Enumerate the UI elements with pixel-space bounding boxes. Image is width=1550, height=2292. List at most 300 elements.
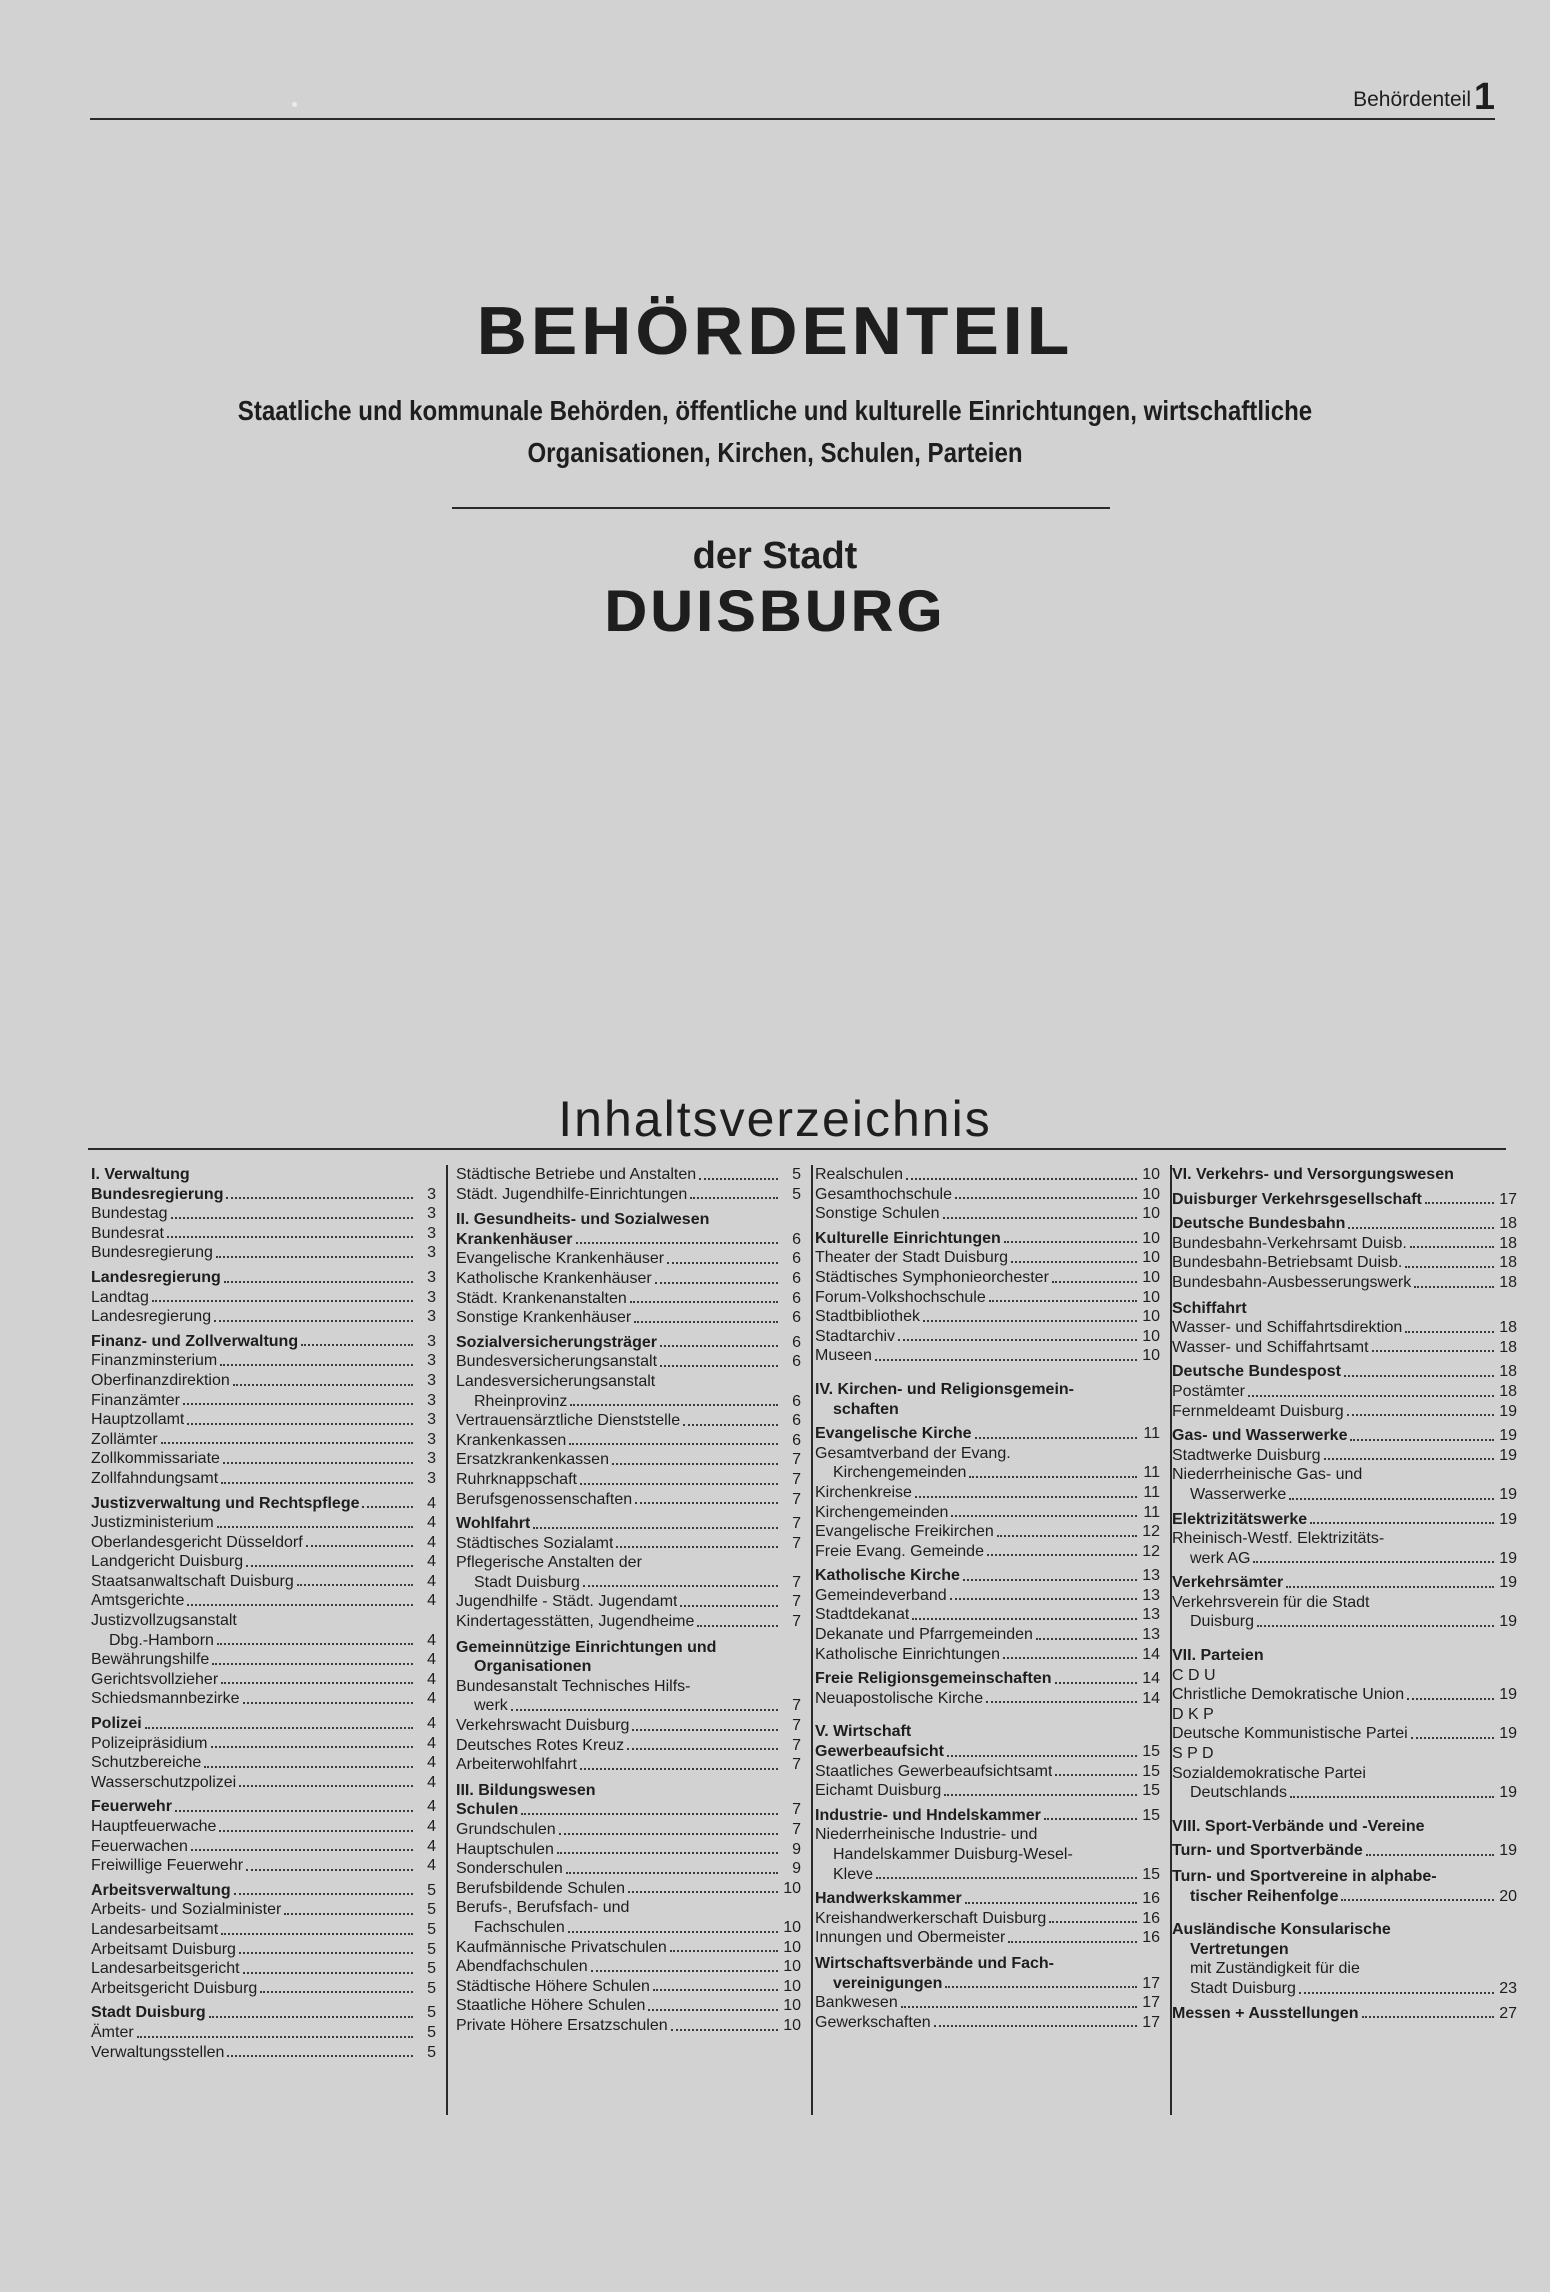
- toc-entry-title: Städtische Betriebe und Anstalten: [456, 1166, 697, 1183]
- toc-entry-title: Oberfinanzdirektion: [91, 1371, 230, 1389]
- toc-entry: [456, 1800, 801, 1820]
- toc-page-number: 10: [1142, 1249, 1160, 1267]
- toc-entry: [1172, 1190, 1517, 1210]
- toc-page-number: 15: [1142, 1762, 1160, 1780]
- dot-leader: [557, 1847, 778, 1854]
- toc-entry: [1172, 1685, 1517, 1705]
- toc-page-number: 10: [783, 2016, 801, 2034]
- toc-entry: [1172, 1318, 1517, 1338]
- toc-section-heading: VIII. Sport-Verbände und -Vereine: [1172, 1817, 1425, 1835]
- toc-page-number: 6: [792, 1289, 801, 1307]
- toc-page-number: 4: [427, 1857, 436, 1875]
- toc-entry-text: S P D: [1172, 1745, 1214, 1763]
- toc-entry-text: schaften: [833, 1400, 899, 1418]
- toc-page-number: 16: [1142, 1890, 1160, 1908]
- toc-entry-title: Katholische Einrichtungen: [815, 1645, 1001, 1663]
- toc-entry-title: Deutschlands: [1190, 1784, 1287, 1802]
- toc-page-number: 19: [1499, 1784, 1517, 1802]
- dot-leader: [284, 1908, 413, 1915]
- dot-leader: [216, 1251, 413, 1258]
- toc-entry-title: Oberlandesgericht Düsseldorf: [91, 1533, 303, 1551]
- toc-page-number: 14: [1142, 1670, 1160, 1688]
- toc-entry-title: Duisburger Verkehrsgesellschaft: [1172, 1190, 1422, 1208]
- subtitle-line-2: Organisationen, Kirchen, Schulen, Parteien: [527, 437, 1023, 468]
- dot-leader: [697, 1620, 778, 1627]
- toc-entry-title: werk AG: [1190, 1549, 1251, 1567]
- dot-leader: [1003, 1652, 1137, 1659]
- toc-entry: [456, 1879, 801, 1899]
- toc-page-number: 10: [783, 1977, 801, 1995]
- toc-rule: [88, 1148, 1506, 1150]
- toc-entry: [91, 1371, 436, 1391]
- toc-page-number: 11: [1143, 1503, 1160, 1521]
- toc-entry: [815, 1928, 1160, 1948]
- toc-column-3: [815, 1165, 1172, 2115]
- toc-entry-title: Neuapostolische Kirche: [815, 1689, 984, 1707]
- toc-entry-text: Bundesanstalt Technisches Hilfs-: [456, 1677, 691, 1695]
- toc-page-number: 20: [1499, 1887, 1517, 1905]
- toc-entry: [456, 1411, 801, 1431]
- toc-entry-title: Bewährungshilfe: [91, 1651, 210, 1669]
- toc-entry: [456, 1230, 801, 1250]
- toc-page-number: 4: [427, 1514, 436, 1532]
- dot-leader: [923, 1315, 1137, 1322]
- toc-page-number: 4: [427, 1754, 436, 1772]
- toc-entry: [456, 1308, 801, 1328]
- toc-page-number: 15: [1142, 1806, 1160, 1824]
- dot-leader: [362, 1501, 413, 1508]
- toc-entry: [91, 2043, 436, 2063]
- toc-page-number: 19: [1499, 1427, 1517, 1445]
- toc-entry: [1172, 1549, 1517, 1569]
- toc-page-number: 10: [1142, 1327, 1160, 1345]
- toc-entry-title: Gerichtsvollzieher: [91, 1670, 219, 1688]
- dot-leader: [986, 1696, 1137, 1703]
- dot-leader: [898, 1334, 1137, 1341]
- dot-leader: [876, 1872, 1137, 1879]
- toc-page-number: 6: [792, 1431, 801, 1449]
- toc-page-number: 4: [427, 1798, 436, 1816]
- toc-page-number: 6: [792, 1309, 801, 1327]
- toc-entry-title: Gas- und Wasserwerke: [1172, 1427, 1348, 1445]
- dot-leader: [1310, 1517, 1494, 1524]
- toc-entry: [91, 1881, 436, 1901]
- toc-entry-title: Arbeiterwohlfahrt: [456, 1756, 577, 1774]
- toc-page-number: 7: [792, 1736, 801, 1754]
- toc-entry-title: Verwaltungsstellen: [91, 2043, 225, 2061]
- toc-page-number: 4: [427, 1553, 436, 1571]
- toc-entry: [456, 1859, 801, 1879]
- toc-entry: [91, 1979, 436, 1999]
- toc-entry-title: Staatliche Höhere Schulen: [456, 1997, 646, 2015]
- toc-entry-title: Verkehrsämter: [1172, 1574, 1284, 1592]
- toc-page-number: 5: [427, 1960, 436, 1978]
- page-header: [90, 76, 1495, 120]
- toc-entry: [91, 1856, 436, 1876]
- toc-entry-title: Städtische Höhere Schulen: [456, 1977, 650, 1995]
- toc-page-number: 27: [1499, 2004, 1517, 2022]
- dot-leader: [653, 1984, 778, 1991]
- toc-page-number: 7: [792, 1801, 801, 1819]
- toc-entry-title: Evangelische Freikirchen: [815, 1523, 994, 1541]
- toc-column-1: [91, 1165, 448, 2115]
- toc-entry-title: Grundschulen: [456, 1821, 556, 1838]
- dot-leader: [945, 1981, 1137, 1988]
- dot-leader: [690, 1192, 778, 1199]
- city-prefix: der Stadt: [692, 535, 858, 577]
- toc-entry-title: Kleve: [833, 1865, 874, 1883]
- toc-entry: [1172, 1234, 1517, 1254]
- dot-leader: [576, 1237, 779, 1244]
- dot-leader: [1290, 1791, 1494, 1798]
- dot-leader: [583, 1580, 778, 1587]
- dot-leader: [947, 1750, 1137, 1757]
- toc-entry-title: Fachschulen: [474, 1918, 565, 1936]
- dot-leader: [627, 1743, 778, 1750]
- dot-leader: [1289, 1493, 1494, 1500]
- toc-page-number: 5: [427, 1901, 436, 1919]
- toc-page-number: 3: [427, 1411, 436, 1429]
- toc-entry-title: Wasserschutzpolizei: [91, 1773, 237, 1791]
- dot-leader: [239, 1780, 413, 1787]
- toc-page-number: 11: [1143, 1425, 1160, 1443]
- toc-entry-title: Hauptzollamt: [91, 1411, 185, 1429]
- toc-entry-title: Stadtdekanat: [815, 1606, 910, 1624]
- toc-entry-title: Landesregierung: [91, 1268, 221, 1286]
- toc-entry: [815, 1346, 1160, 1366]
- dot-leader: [204, 1761, 413, 1768]
- toc-entry: [815, 1993, 1160, 2013]
- toc-entry-title: Theater der Stadt Duisburg: [815, 1249, 1008, 1267]
- dot-leader: [1414, 1281, 1494, 1288]
- dot-leader: [301, 1339, 413, 1346]
- toc-page-number: 10: [1142, 1288, 1160, 1306]
- dot-leader: [969, 1471, 1137, 1478]
- dot-leader: [671, 2024, 778, 2031]
- dot-leader: [680, 1600, 778, 1607]
- toc-entry: [91, 2003, 436, 2023]
- dot-leader: [297, 1579, 413, 1586]
- toc-entry-title: Evangelische Krankenhäuser: [456, 1250, 665, 1268]
- dot-leader: [634, 1316, 778, 1323]
- toc-entry-title: Wasser- und Schiffahrtsamt: [1172, 1338, 1369, 1356]
- toc-entry-title: Elektrizitätswerke: [1172, 1510, 1308, 1528]
- toc-entry-title: Feuerwachen: [91, 1837, 188, 1855]
- toc-entry: [91, 1307, 436, 1327]
- toc-page-number: 17: [1499, 1190, 1517, 1208]
- toc-entry: [91, 1351, 436, 1371]
- toc-entry-title: Berufsbildende Schulen: [456, 1879, 626, 1897]
- dot-leader: [152, 1295, 413, 1302]
- toc-entry-title: Private Höhere Ersatzschulen: [456, 2016, 668, 2034]
- city-name: DUISBURG: [604, 579, 946, 644]
- toc-page-number: 5: [792, 1185, 801, 1203]
- toc-entry-text: Sozialdemokratische Partei: [1172, 1764, 1366, 1782]
- toc-entry-title: Zollämter: [91, 1430, 158, 1448]
- dot-leader: [533, 1522, 778, 1529]
- toc-entry-title: werk: [474, 1697, 508, 1715]
- toc-page-number: 19: [1499, 1842, 1517, 1860]
- toc-page-number: 16: [1142, 1929, 1160, 1947]
- toc-entry: [456, 1289, 801, 1309]
- toc-page-number: 15: [1142, 1743, 1160, 1761]
- toc-entry: [815, 1503, 1160, 1523]
- toc-entry-title: Bundesregierung: [91, 1185, 224, 1203]
- toc-entry-text: Gesamtverband der Evang.: [815, 1444, 1011, 1462]
- toc-entry: [456, 1269, 801, 1289]
- dot-leader: [234, 1888, 413, 1895]
- dot-leader: [171, 1212, 413, 1219]
- toc-entry: [91, 1940, 436, 1960]
- toc-entry-title: Stadtbibliothek: [815, 1308, 920, 1326]
- toc-entry-text: Niederrheinische Industrie- und: [815, 1826, 1038, 1844]
- toc-page-number: 10: [783, 1997, 801, 2015]
- toc-page-number: 3: [427, 1332, 436, 1350]
- toc-entry: [456, 1573, 801, 1593]
- toc-section-heading: II. Gesundheits- und Sozialwesen: [456, 1211, 710, 1229]
- toc-entry-title: Kaufmännische Privatschulen: [456, 1938, 667, 1956]
- toc-entry-title: Schulen: [456, 1801, 519, 1819]
- toc-entry: [815, 1204, 1160, 1224]
- toc-entry: [1172, 1979, 1517, 1999]
- toc-page-number: 3: [427, 1371, 436, 1389]
- toc-page-number: 10: [1142, 1268, 1160, 1286]
- toc-entry: [815, 1248, 1160, 1268]
- toc-page-number: 5: [427, 1979, 436, 1997]
- toc-entry-text: C D U: [1172, 1666, 1216, 1684]
- toc-entry: [91, 2023, 436, 2043]
- dot-leader: [246, 1560, 413, 1567]
- toc-page-number: 10: [1142, 1308, 1160, 1326]
- toc-entry: [815, 1669, 1160, 1689]
- toc-entry-title: Schutzbereiche: [91, 1754, 202, 1772]
- toc-entry: [91, 1753, 436, 1773]
- toc-entry-title: Bundesregierung: [91, 1244, 213, 1262]
- toc-page-number: 5: [427, 2023, 436, 2041]
- toc-page-number: 4: [427, 1592, 436, 1610]
- toc-page-number: 6: [792, 1412, 801, 1430]
- toc-entry: [91, 1224, 436, 1244]
- dot-leader: [246, 1864, 413, 1871]
- toc-entry: [91, 1268, 436, 1288]
- dot-leader: [1049, 1916, 1137, 1923]
- toc-page-number: 6: [792, 1333, 801, 1351]
- toc-entry: [815, 1689, 1160, 1709]
- toc-entry-title: Städt. Krankenanstalten: [456, 1289, 627, 1307]
- toc-entry: [815, 1742, 1160, 1762]
- toc-entry: [91, 1494, 436, 1514]
- toc-entry: [456, 1612, 801, 1632]
- toc-section-heading: Gemeinnützige Einrichtungen und: [456, 1638, 717, 1656]
- toc-entry-title: Evangelische Kirche: [815, 1425, 972, 1443]
- toc-column-4: [1172, 1165, 1517, 2115]
- toc-page-number: 5: [427, 1940, 436, 1958]
- dot-leader: [167, 1231, 413, 1238]
- toc-entry-title: vereinigungen: [833, 1974, 943, 1992]
- dot-leader: [1348, 1222, 1494, 1229]
- dot-leader: [569, 1438, 778, 1445]
- toc-entry-title: Innungen und Obermeister: [815, 1929, 1006, 1947]
- toc-entry-text: Verkehrsverein für die Stadt: [1172, 1593, 1370, 1611]
- toc-page-number: 10: [783, 1918, 801, 1936]
- toc-page-number: 11: [1143, 1464, 1160, 1482]
- toc-entry-title: Justizverwaltung und Rechtspflege: [91, 1494, 360, 1512]
- page-number: 1: [1473, 76, 1495, 118]
- toc-entry: [815, 1889, 1160, 1909]
- toc-entry-title: Arbeits- und Sozialminister: [91, 1901, 282, 1919]
- toc-entry: [815, 1762, 1160, 1782]
- dot-leader: [630, 1296, 778, 1303]
- dot-leader: [632, 1724, 778, 1731]
- toc-entry: [91, 1533, 436, 1553]
- toc-section-heading: V. Wirtschaft: [815, 1723, 912, 1741]
- toc-entry-title: Duisburg: [1190, 1613, 1255, 1631]
- toc-entry: [1172, 1887, 1517, 1907]
- toc-entry-text: Pflegerische Anstalten der: [456, 1554, 642, 1572]
- dot-leader: [1036, 1633, 1137, 1640]
- toc-page-number: 19: [1499, 1402, 1517, 1420]
- toc-page-number: 7: [792, 1821, 801, 1838]
- toc-entry: [91, 1900, 436, 1920]
- toc-entry: [1172, 2004, 1517, 2024]
- toc-entry: [1172, 1510, 1517, 1530]
- toc-page-number: 3: [427, 1391, 436, 1409]
- dot-leader: [965, 1897, 1137, 1904]
- toc-entry: [91, 1959, 436, 1979]
- toc-page-number: 3: [427, 1205, 436, 1223]
- toc-entry-title: Landesregierung: [91, 1308, 212, 1326]
- toc-entry-title: Deutsche Kommunistische Partei: [1172, 1725, 1408, 1743]
- toc-entry-title: Stadtwerke Duisburg: [1172, 1446, 1321, 1464]
- toc-entry-title: Schiedsmannbezirke: [91, 1690, 240, 1708]
- toc-entry-title: Bundesbahn-Ausbesserungswerk: [1172, 1273, 1412, 1291]
- toc-entry-title: Staatliches Gewerbeaufsichtsamt: [815, 1762, 1053, 1780]
- toc-page-number: 7: [792, 1593, 801, 1611]
- toc-page-number: 4: [427, 1631, 436, 1649]
- toc-entry: [456, 1352, 801, 1372]
- dot-leader: [1344, 1370, 1494, 1377]
- toc-entry: [815, 1463, 1160, 1483]
- toc-entry-text: Handelskammer Duisburg-Wesel-: [833, 1846, 1073, 1863]
- toc-page-number: 3: [427, 1352, 436, 1370]
- toc-page-number: 19: [1499, 1574, 1517, 1592]
- toc-entry-title: Hauptfeuerwache: [91, 1818, 217, 1835]
- toc-entry: [815, 1288, 1160, 1308]
- toc-entry-text: Niederrheinische Gas- und: [1172, 1466, 1363, 1484]
- toc-page-number: 4: [427, 1533, 436, 1551]
- dot-leader: [214, 1315, 413, 1322]
- dot-leader: [161, 1437, 413, 1444]
- toc-entry: [815, 1229, 1160, 1249]
- toc-entry-title: Bundestag: [91, 1205, 168, 1223]
- dot-leader: [511, 1704, 778, 1711]
- toc-entry-title: Christliche Demokratische Union: [1172, 1686, 1405, 1704]
- toc-entry-title: Polizei: [91, 1715, 142, 1733]
- toc-entry: [91, 1817, 436, 1837]
- toc-page-number: 10: [783, 1938, 801, 1956]
- toc-page-number: 7: [792, 1613, 801, 1631]
- dot-leader: [1350, 1434, 1494, 1441]
- toc-page-number: 3: [427, 1224, 436, 1242]
- toc-entry: [815, 1307, 1160, 1327]
- toc-page-number: 4: [427, 1494, 436, 1512]
- toc-entry-title: Deutsche Bundesbahn: [1172, 1215, 1346, 1233]
- toc-page-number: 7: [792, 1470, 801, 1488]
- dot-leader: [612, 1458, 778, 1465]
- toc-page-number: 3: [427, 1185, 436, 1203]
- toc-page-number: 17: [1142, 1974, 1160, 1992]
- toc-entry-title: Abendfachschulen: [456, 1958, 588, 1976]
- dot-leader: [243, 1697, 413, 1704]
- toc-page-number: 14: [1142, 1689, 1160, 1707]
- dot-leader: [1411, 1732, 1494, 1739]
- toc-entry: [91, 1650, 436, 1670]
- toc-entry-title: Eichamt Duisburg: [815, 1782, 942, 1800]
- toc-page-number: 18: [1499, 1273, 1517, 1291]
- toc-entry: [1172, 1783, 1517, 1803]
- toc-section-heading: Ausländische Konsularische: [1172, 1921, 1391, 1939]
- dot-leader: [239, 1947, 413, 1954]
- toc-entry-title: Amtsgerichte: [91, 1592, 185, 1610]
- toc-entry-title: Bankwesen: [815, 1994, 898, 2012]
- dot-leader: [209, 2011, 413, 2018]
- toc-page-number: 15: [1142, 1865, 1160, 1883]
- toc-entry: [456, 1820, 801, 1840]
- toc-entry: [456, 1957, 801, 1977]
- toc-entry-title: Städtisches Sozialamt: [456, 1534, 614, 1552]
- toc-page-number: 3: [427, 1450, 436, 1468]
- dot-leader: [1257, 1620, 1494, 1627]
- toc-entry: [91, 1714, 436, 1734]
- toc-entry-title: Bundesbahn-Betriebsamt Duisb.: [1172, 1254, 1403, 1272]
- toc-page-number: 7: [792, 1573, 801, 1591]
- toc-entry-title: Kulturelle Einrichtungen: [815, 1229, 1001, 1247]
- toc-page-number: 10: [1142, 1166, 1160, 1183]
- toc-entry-title: Jugendhilfe - Städt. Jugendamt: [456, 1593, 678, 1611]
- toc-page-number: 23: [1499, 1979, 1517, 1997]
- toc-entry: [815, 1542, 1160, 1562]
- dot-leader: [187, 1599, 413, 1606]
- dot-leader: [1011, 1256, 1137, 1263]
- toc-entry: [1172, 1273, 1517, 1293]
- toc-entry: [456, 1185, 801, 1205]
- toc-title: Inhaltsverzeichnis: [558, 1091, 992, 1147]
- toc-entry-text: D K P: [1172, 1705, 1214, 1723]
- toc-page-number: 4: [427, 1773, 436, 1791]
- dot-leader: [223, 1457, 413, 1464]
- toc-entry-title: Wasser- und Schiffahrtsdirektion: [1172, 1319, 1403, 1337]
- dot-leader: [955, 1192, 1137, 1199]
- dot-leader: [901, 2001, 1137, 2008]
- toc-entry-title: Justizministerium: [91, 1514, 214, 1532]
- toc-page-number: 3: [427, 1308, 436, 1326]
- dot-leader: [963, 1574, 1137, 1581]
- toc-entry-title: Stadt Duisburg: [91, 2004, 206, 2022]
- toc-page-number: 9: [792, 1840, 801, 1858]
- toc-section-heading: IV. Kirchen- und Religionsgemein-: [815, 1380, 1074, 1398]
- toc-entry: [91, 1734, 436, 1754]
- toc-entry-title: Vertrauensärztliche Dienststelle: [456, 1412, 681, 1430]
- toc-page-number: 6: [792, 1230, 801, 1248]
- toc-entry: [815, 1806, 1160, 1826]
- toc-page-number: 13: [1142, 1586, 1160, 1604]
- toc-entry: [91, 1552, 436, 1572]
- toc-entry-title: Wohlfahrt: [456, 1515, 531, 1533]
- toc-entry: [91, 1591, 436, 1611]
- toc-entry-title: Deutsche Bundespost: [1172, 1363, 1341, 1381]
- toc-entry: [815, 1522, 1160, 1542]
- toc-page-number: 7: [792, 1756, 801, 1774]
